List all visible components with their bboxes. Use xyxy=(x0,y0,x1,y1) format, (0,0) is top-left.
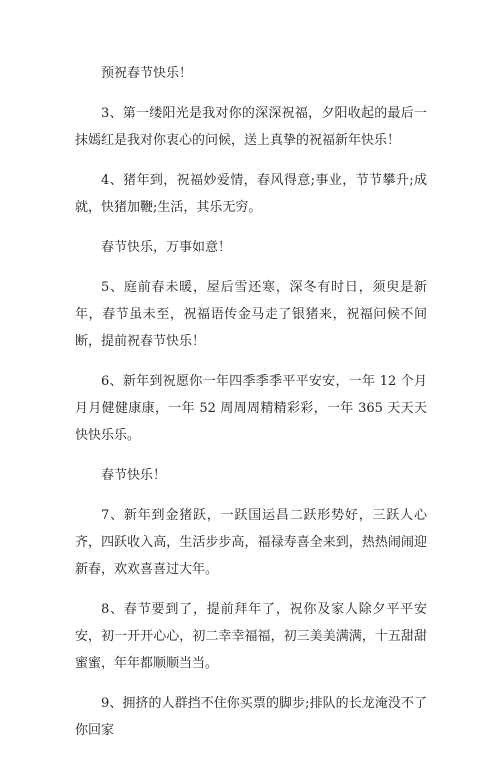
paragraph-closing-wish: 预祝春节快乐！ xyxy=(101,66,193,81)
paragraph-happy-line: 春节快乐！ xyxy=(101,468,167,483)
paragraph-item-8: 8、春节要到了，提前拜年了，祝你及家人除夕平平安安，初一开开心心，初二幸幸福福，初三美美满满，十五甜甜蜜蜜，年年都顺顺当当。 xyxy=(75,602,427,671)
document-body xyxy=(75,60,427,757)
paragraph-item-5: 5、庭前春未暖，屋后雪还寒，深冬有时日，须臾是新年，春节虽未至，祝福语传金马走了银猪来，祝福问候不间断，提前祝春节快乐！ xyxy=(75,280,427,349)
paragraph-item-4: 4、猪年到，祝福妙爱情，春风得意;事业，节节攀升;成就，快猪加鞭;生活，其乐无穷。 xyxy=(75,173,427,215)
paragraph-item-7: 7、新年到金猪跃，一跃国运昌二跃形势好，三跃人心齐，四跃收入高，生活步步高，福禄寿喜全来到，热热闹闹迎新春，欢欢喜喜过大年。 xyxy=(75,508,427,577)
paragraph-item-6: 6、新年到祝愿你一年四季季季平平安安，一年 12 个月月月健健康康，一年 52 周周周精精彩彩，一年 365 天天天快快乐乐。 xyxy=(75,374,427,443)
paragraph-item-3: 3、第一缕阳光是我对你的深深祝福，夕阳收起的最后一抹嫣红是我对你衷心的问候，送上真挚的祝福新年快乐！ xyxy=(75,106,427,148)
paragraph-wish-line: 春节快乐，万事如意！ xyxy=(101,240,232,255)
paragraph-item-9: 9、拥挤的人群挡不住你买票的脚步;排队的长龙淹没不了你回家 xyxy=(75,696,427,738)
